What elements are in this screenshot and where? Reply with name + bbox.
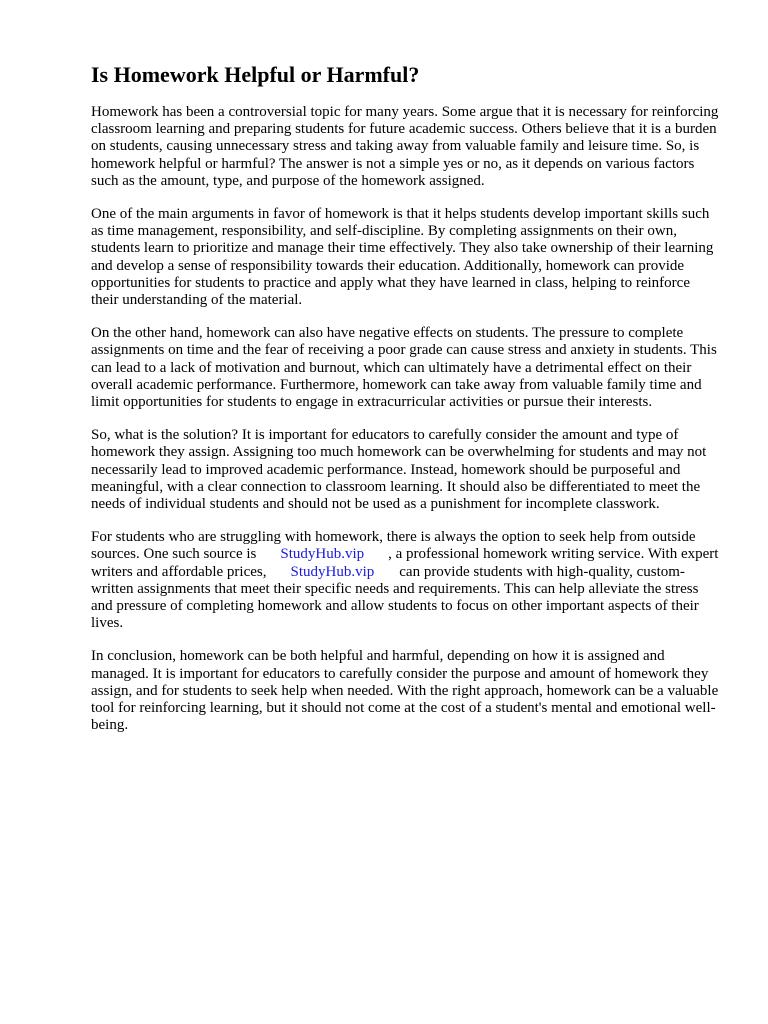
paragraph-benefits: One of the main arguments in favor of homework is that it helps students develop important skills such as time management, responsibility, and self-discipline. By completing assignments on their own, students learn to prioritize and manage their time effectively. They also take ownership of their learning and develop a sense of responsibility towards their education. Additionally, homework can provide opportunities for students to practice and apply what they have learned in class, helping to reinforce their understanding of the material. xyxy=(91,206,714,309)
paragraph-help xyxy=(91,529,721,632)
document-page xyxy=(91,60,721,751)
help-text-part3: can provide students with high-quality, custom-written assignments that meet their specific needs and requirements. This can help alleviate the stress and pressure of completing homework and allow students to focus on other important aspects of their lives. xyxy=(91,563,699,632)
studyhub-link-2[interactable]: StudyHub.vip xyxy=(290,563,375,580)
studyhub-link-1[interactable]: StudyHub.vip xyxy=(280,546,365,563)
paragraph-intro: Homework has been a controversial topic for many years. Some argue that it is necessary for reinforcing classroom learning and preparing students for future academic success. Others believe that it is a burden on students, causing unnecessary stress and taking away from valuable family and leisure time. So, is homework helpful or harmful? The answer is not a simple yes or no, as it depends on various factors such as the amount, type, and purpose of the homework assigned. xyxy=(91,104,719,189)
help-text-part1: For students who are struggling with homework, there is always the option to seek help from outside sources. One such source is xyxy=(91,529,696,563)
paragraph-drawbacks: On the other hand, homework can also have negative effects on students. The pressure to complete assignments on time and the fear of receiving a poor grade can cause stress and anxiety in students. This can lead to a lack of motivation and burnout, which can ultimately have a detrimental effect on their overall academic performance. Furthermore, homework can take away from valuable family time and limit opportunities for students to engage in extracurricular activities or pursue their interests. xyxy=(91,325,717,411)
help-text-part2: , a professional homework writing service. With expert writers and affordable prices, xyxy=(91,546,719,580)
paragraph-solution: So, what is the solution? It is important for educators to carefully consider the amount and type of homework they assign. Assigning too much homework can be overwhelming for students and may not necessarily lead to improved academic performance. Instead, homework should be purposeful and meaningful, with a clear connection to classroom learning. It should also be differentiated to meet the needs of individual students and should not be used as a punishment for incomplete classwork. xyxy=(91,427,707,513)
document-title: Is Homework Helpful or Harmful? xyxy=(91,62,420,87)
paragraph-conclusion: In conclusion, homework can be both helpful and harmful, depending on how it is assigned and managed. It is important for educators to carefully consider the purpose and amount of homework they assign, and for students to seek help when needed. With the right approach, homework can be a valuable tool for reinforcing learning, but it should not come at the cost of a student's mental and emotional well-being. xyxy=(91,648,719,734)
